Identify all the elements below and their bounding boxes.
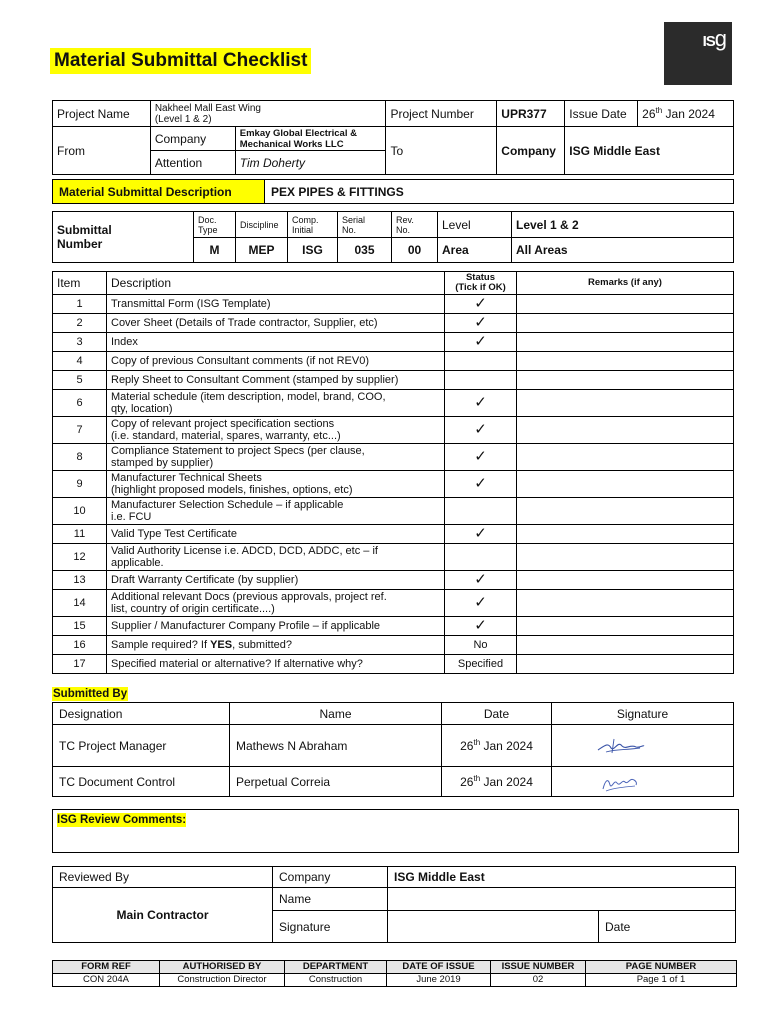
status-cell[interactable]	[445, 352, 517, 371]
name-cell: Perpetual Correia	[230, 767, 442, 797]
main-contractor-label: Main Contractor	[53, 888, 273, 943]
signature-mark	[600, 771, 640, 793]
item-number: 14	[53, 590, 107, 617]
item-number: 9	[53, 471, 107, 498]
area-label: Area	[438, 238, 512, 263]
item-description: Index	[107, 333, 445, 352]
item-number: 7	[53, 417, 107, 444]
remarks-cell[interactable]	[517, 314, 734, 333]
submitted-by-table	[52, 702, 734, 797]
item-description: Valid Authority License i.e. ADCD, DCD, ADDC, etc – if applicable.	[107, 544, 445, 571]
isg-logo	[664, 22, 732, 85]
review-comments-label: ISG Review Comments:	[57, 814, 187, 826]
footer-issue-number-value: 02	[491, 974, 586, 987]
reviewed-company-label: Company	[273, 867, 388, 888]
logo-text-light: g	[714, 26, 726, 51]
date-cell: 26th Jan 2024	[442, 725, 552, 767]
checklist-row	[53, 655, 734, 674]
issue-date-value: 26th Jan 2024	[638, 101, 734, 127]
date-header: Date	[442, 703, 552, 725]
reviewed-company-value: ISG Middle East	[388, 867, 736, 888]
remarks-cell[interactable]	[517, 333, 734, 352]
comp-initial-label: Comp. Initial	[288, 212, 338, 238]
item-description: Cover Sheet (Details of Trade contractor, Supplier, etc)	[107, 314, 445, 333]
checklist-row	[53, 471, 734, 498]
item-description: Transmittal Form (ISG Template)	[107, 295, 445, 314]
remarks-header: Remarks (if any)	[517, 272, 734, 295]
discipline-label: Discipline	[236, 212, 288, 238]
signature-cell	[552, 725, 734, 767]
item-number: 4	[53, 352, 107, 371]
status-cell[interactable]: No	[445, 636, 517, 655]
checklist-row	[53, 333, 734, 352]
item-description: Specified material or alternative? If alternative why?	[107, 655, 445, 674]
checklist-row	[53, 498, 734, 525]
from-company-value: Emkay Global Electrical & Mechanical Works LLC	[235, 127, 386, 151]
item-description: Manufacturer Selection Schedule – if applicable i.e. FCU	[107, 498, 445, 525]
footer-department-value: Construction	[285, 974, 387, 987]
item-number: 15	[53, 617, 107, 636]
form-footer-table	[52, 960, 737, 987]
item-number: 11	[53, 525, 107, 544]
footer-authorised-by-value: Construction Director	[160, 974, 285, 987]
project-name-value: Nakheel Mall East Wing (Level 1 & 2)	[150, 101, 386, 127]
checklist-row	[53, 390, 734, 417]
reviewer-name-field[interactable]	[388, 888, 736, 911]
item-number: 13	[53, 571, 107, 590]
footer-date-of-issue-header: DATE OF ISSUE	[387, 961, 491, 974]
item-description: Reply Sheet to Consultant Comment (stamped by supplier)	[107, 371, 445, 390]
item-description: Copy of relevant project specification sections (i.e. standard, material, spares, warranty, etc...)	[107, 417, 445, 444]
reviewer-date-label: Date	[605, 919, 631, 934]
footer-form-ref-value: CON 204A	[53, 974, 160, 987]
item-number: 10	[53, 498, 107, 525]
remarks-cell[interactable]	[517, 590, 734, 617]
footer-form-ref-header: FORM REF	[53, 961, 160, 974]
signature-header: Signature	[552, 703, 734, 725]
reviewer-name-label: Name	[273, 888, 388, 911]
checklist-table	[52, 271, 734, 674]
checklist-row	[53, 371, 734, 390]
checklist-row	[53, 636, 734, 655]
reviewed-by-table	[52, 866, 736, 943]
serial-no-label: Serial No.	[338, 212, 392, 238]
comp-initial-value: ISG	[288, 238, 338, 263]
remarks-cell[interactable]	[517, 498, 734, 525]
item-number: 17	[53, 655, 107, 674]
status-cell[interactable]	[445, 498, 517, 525]
status-cell[interactable]: Specified	[445, 655, 517, 674]
submittal-description-table	[52, 179, 734, 204]
review-comments-box[interactable]	[52, 809, 739, 853]
remarks-cell[interactable]	[517, 655, 734, 674]
item-number: 16	[53, 636, 107, 655]
remarks-cell[interactable]	[517, 444, 734, 471]
to-company-label: Company	[497, 127, 565, 175]
from-label: From	[53, 127, 151, 175]
checkmark-icon[interactable]: ✓	[445, 444, 517, 471]
item-description: Material schedule (item description, model, brand, COO, qty, location)	[107, 390, 445, 417]
description-label: Material Submittal Description	[53, 180, 265, 204]
checkmark-icon[interactable]: ✓	[445, 471, 517, 498]
reviewer-signature-label: Signature	[273, 911, 388, 943]
remarks-cell[interactable]	[517, 617, 734, 636]
designation-cell: TC Project Manager	[53, 725, 230, 767]
status-cell[interactable]	[445, 371, 517, 390]
checkmark-icon[interactable]: ✓	[445, 295, 517, 314]
item-number: 2	[53, 314, 107, 333]
item-header: Item	[53, 272, 107, 295]
to-label: To	[386, 127, 497, 175]
remarks-cell[interactable]	[517, 471, 734, 498]
designation-header: Designation	[53, 703, 230, 725]
checkmark-icon[interactable]: ✓	[445, 390, 517, 417]
checklist-row	[53, 544, 734, 571]
issue-date-label: Issue Date	[565, 101, 638, 127]
item-description: Draft Warranty Certificate (by supplier)	[107, 571, 445, 590]
project-number-value: UPR377	[497, 101, 565, 127]
item-description: Copy of previous Consultant comments (if not REV0)	[107, 352, 445, 371]
checklist-row	[53, 571, 734, 590]
item-number: 6	[53, 390, 107, 417]
level-value: Level 1 & 2	[512, 212, 734, 238]
footer-page-number-value: Page 1 of 1	[586, 974, 737, 987]
attention-label: Attention	[150, 151, 235, 175]
reviewed-by-label: Reviewed By	[53, 867, 273, 888]
item-number: 12	[53, 544, 107, 571]
logo-text-bold: IS	[702, 33, 715, 50]
footer-department-header: DEPARTMENT	[285, 961, 387, 974]
project-header-table	[52, 100, 734, 175]
status-cell[interactable]	[445, 544, 517, 571]
checkmark-icon[interactable]: ✓	[445, 617, 517, 636]
checklist-row	[53, 525, 734, 544]
checkmark-icon[interactable]: ✓	[445, 525, 517, 544]
submittal-number-table	[52, 211, 734, 263]
item-number: 8	[53, 444, 107, 471]
checkmark-icon[interactable]: ✓	[445, 590, 517, 617]
date-cell: 26th Jan 2024	[442, 767, 552, 797]
checkmark-icon[interactable]: ✓	[445, 417, 517, 444]
checklist-row	[53, 590, 734, 617]
item-description: Supplier / Manufacturer Company Profile – if applicable	[107, 617, 445, 636]
name-header: Name	[230, 703, 442, 725]
item-description: Manufacturer Technical Sheets (highlight proposed models, finishes, options, etc)	[107, 471, 445, 498]
remarks-cell[interactable]	[517, 571, 734, 590]
submittal-number-label: Submittal Number	[53, 212, 194, 263]
checklist-row	[53, 417, 734, 444]
reviewer-date-field[interactable]	[599, 911, 736, 943]
checkmark-icon[interactable]: ✓	[445, 333, 517, 352]
to-company-value: ISG Middle East	[565, 127, 734, 175]
doc-type-value: M	[194, 238, 236, 263]
item-number: 3	[53, 333, 107, 352]
item-description: Valid Type Test Certificate	[107, 525, 445, 544]
rev-no-label: Rev. No.	[392, 212, 438, 238]
footer-authorised-by-header: AUTHORISED BY	[160, 961, 285, 974]
checkmark-icon[interactable]: ✓	[445, 314, 517, 333]
designation-cell: TC Document Control	[53, 767, 230, 797]
serial-no-value: 035	[338, 238, 392, 263]
remarks-cell[interactable]	[517, 636, 734, 655]
footer-issue-number-header: ISSUE NUMBER	[491, 961, 586, 974]
item-description: Compliance Statement to project Specs (per clause, stamped by supplier)	[107, 444, 445, 471]
project-number-label: Project Number	[386, 101, 497, 127]
remarks-cell[interactable]	[517, 525, 734, 544]
checklist-row	[53, 617, 734, 636]
reviewer-signature-field[interactable]	[388, 911, 599, 943]
doc-type-label: Doc. Type	[194, 212, 236, 238]
status-header: Status (Tick if OK)	[445, 272, 517, 295]
remarks-cell[interactable]	[517, 544, 734, 571]
remarks-cell[interactable]	[517, 390, 734, 417]
remarks-cell[interactable]	[517, 371, 734, 390]
checkmark-icon[interactable]: ✓	[445, 571, 517, 590]
rev-no-value: 00	[392, 238, 438, 263]
project-name-label: Project Name	[53, 101, 151, 127]
remarks-cell[interactable]	[517, 295, 734, 314]
page-title: Material Submittal Checklist	[50, 48, 311, 74]
description-header: Description	[107, 272, 445, 295]
checklist-row	[53, 444, 734, 471]
remarks-cell[interactable]	[517, 417, 734, 444]
signature-cell	[552, 767, 734, 797]
footer-date-of-issue-value: June 2019	[387, 974, 491, 987]
item-description: Additional relevant Docs (previous approvals, project ref. list, country of origin certificate....)	[107, 590, 445, 617]
name-cell: Mathews N Abraham	[230, 725, 442, 767]
discipline-value: MEP	[236, 238, 288, 263]
level-label: Level	[438, 212, 512, 238]
description-value: PEX PIPES & FITTINGS	[265, 180, 734, 204]
item-number: 1	[53, 295, 107, 314]
area-value: All Areas	[512, 238, 734, 263]
signature-mark	[596, 736, 646, 756]
checklist-row	[53, 295, 734, 314]
company-label: Company	[150, 127, 235, 151]
checklist-row	[53, 352, 734, 371]
checklist-row	[53, 314, 734, 333]
footer-page-number-header: PAGE NUMBER	[586, 961, 737, 974]
item-description: Sample required? If YES, submitted?	[107, 636, 445, 655]
item-number: 5	[53, 371, 107, 390]
submitted-by-label: Submitted By	[53, 688, 128, 700]
attention-value: Tim Doherty	[235, 151, 386, 175]
remarks-cell[interactable]	[517, 352, 734, 371]
